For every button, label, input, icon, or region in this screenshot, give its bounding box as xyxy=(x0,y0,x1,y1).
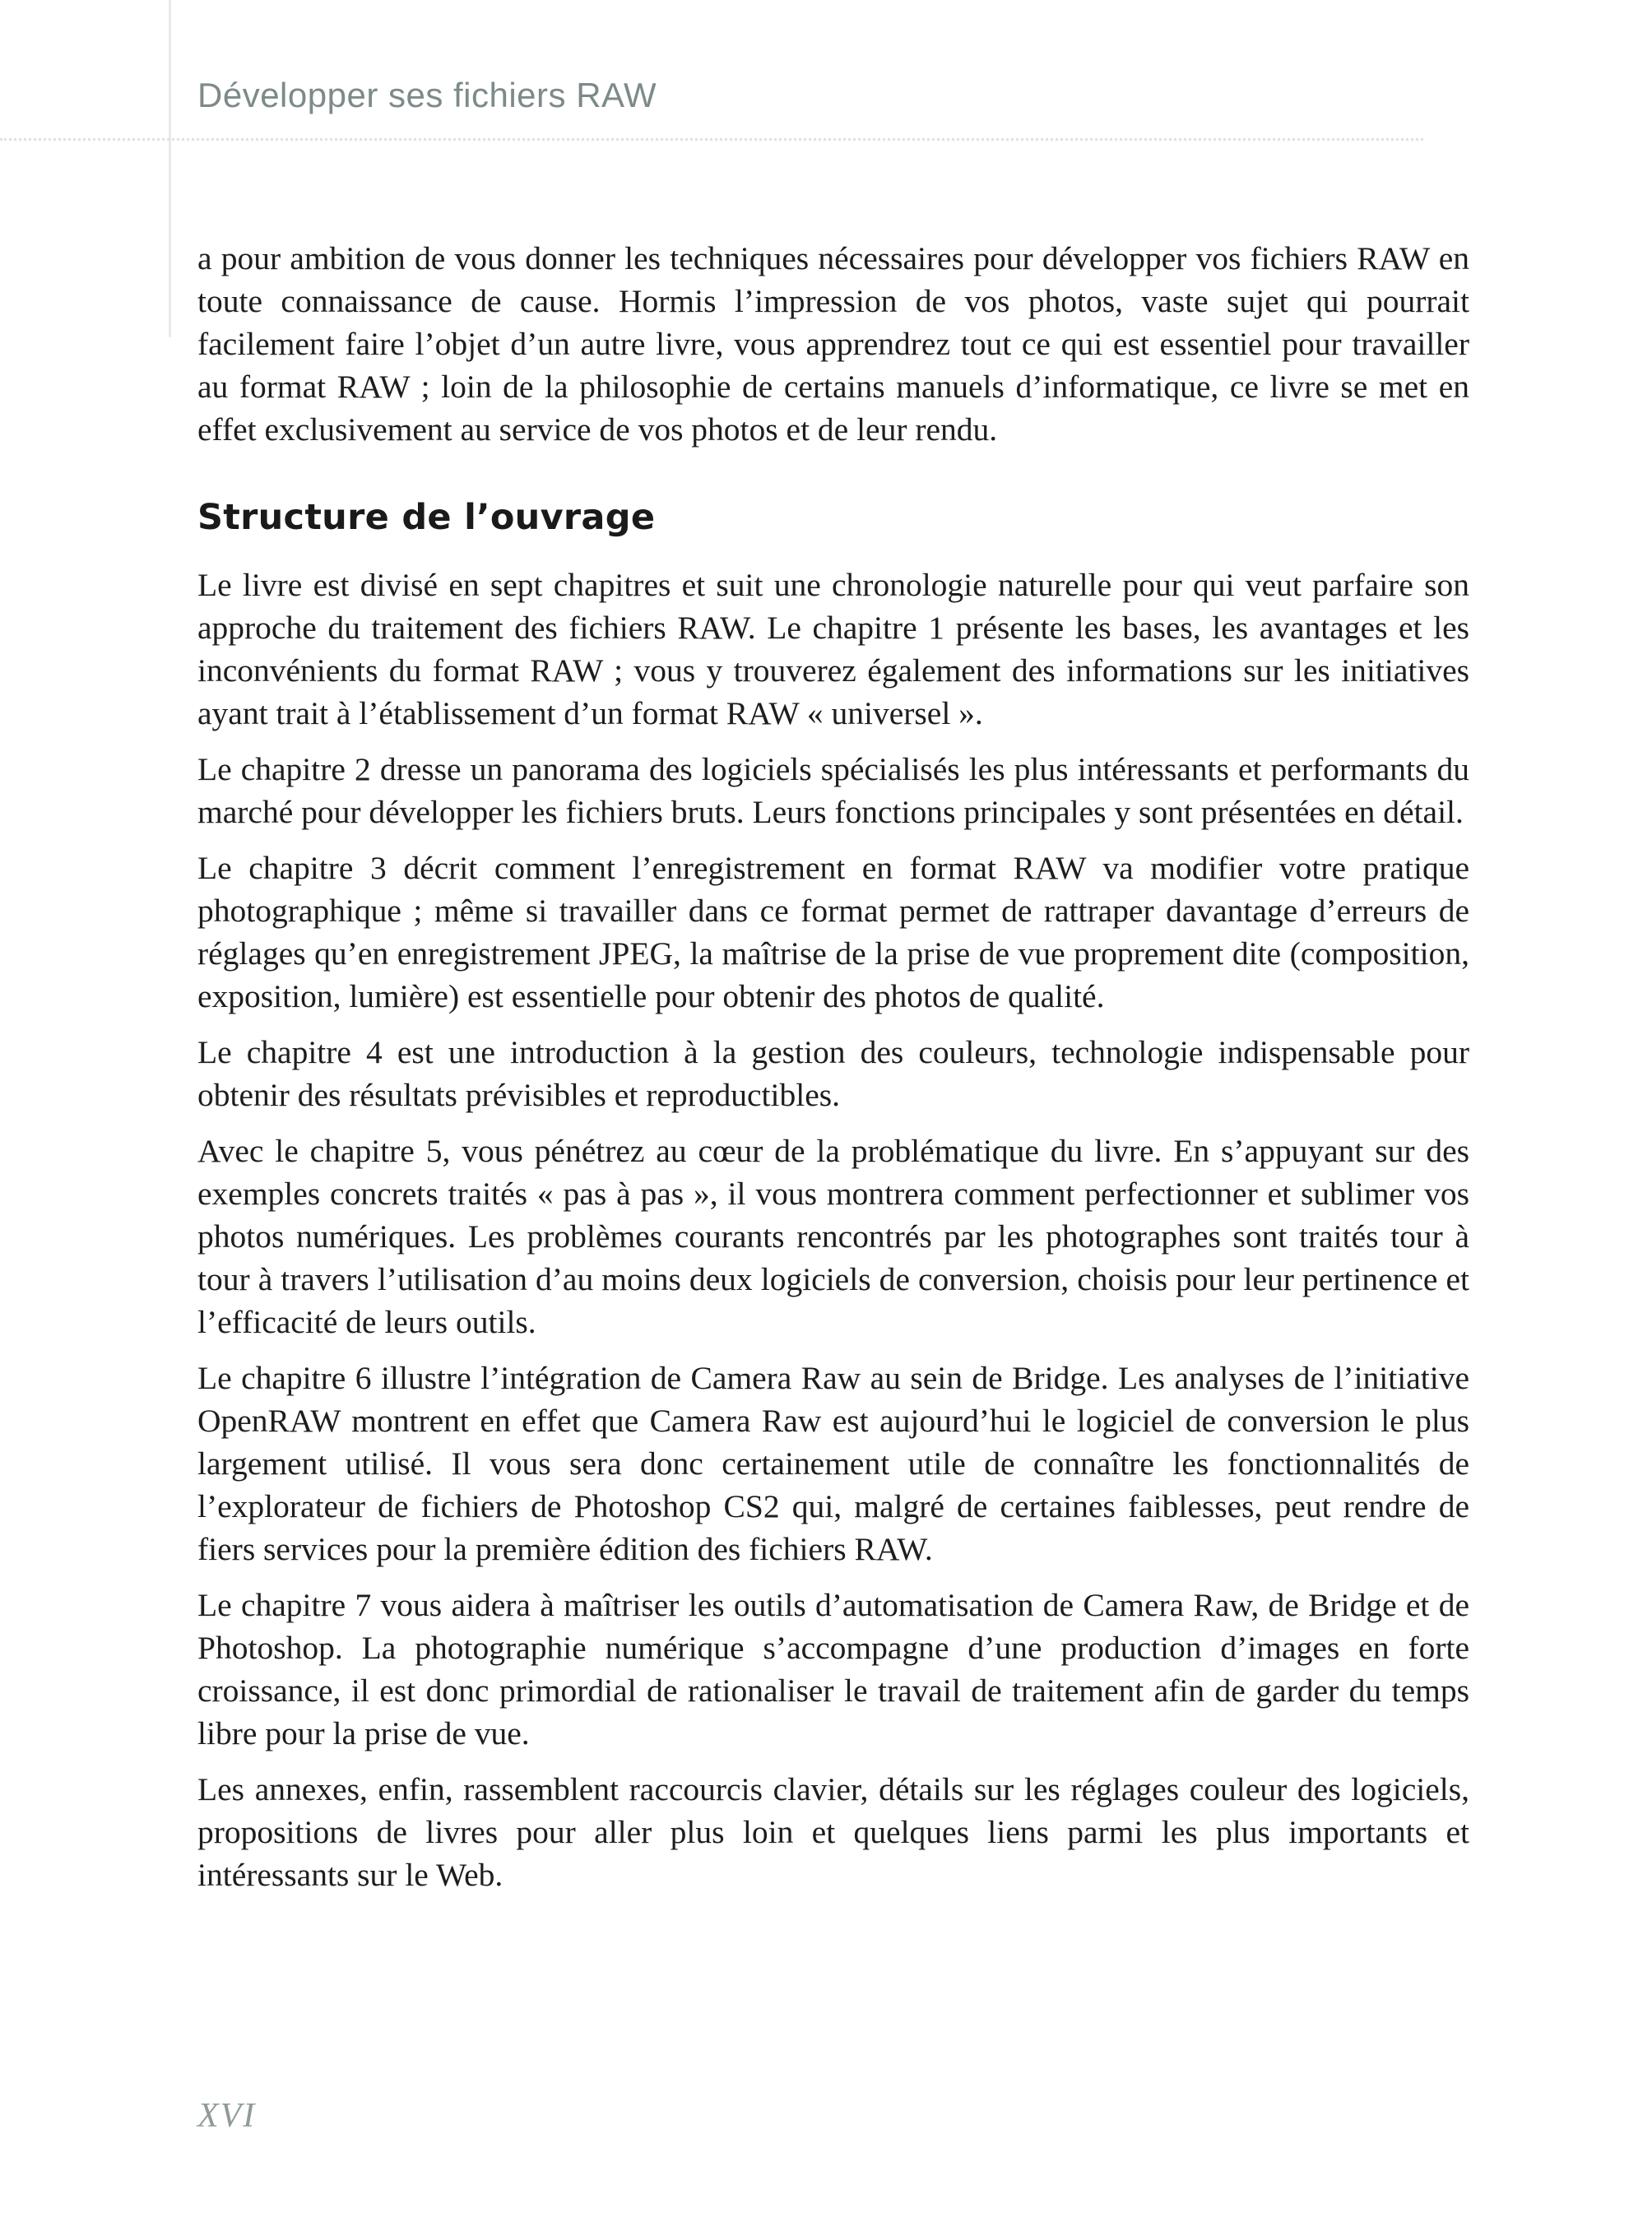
paragraph-chapter-5: Avec le chapitre 5, vous pénétrez au cœur de la problématique du livre. En s’appuyant sur des exemples concrets traités « pas à pas », il vous montrera comment perfectionner et sublimer vos photos numériques. Les problèmes courants rencontrés par les photographes sont traités tour à tour à travers l’utilisation d’au moins deux logiciels de conversion, choisis pour leur pertinence et l’efficacité de leurs outils. xyxy=(197,1133,1469,1340)
header-divider xyxy=(0,138,1423,141)
paragraph-annexes: Les annexes, enfin, rassemblent raccourcis clavier, détails sur les réglages couleur des logiciels, propositions de livres pour aller plus loin et quelques liens parmi les plus importants et intéressants sur le Web. xyxy=(197,1771,1469,1893)
paragraph-chapter-1: Le livre est divisé en sept chapitres et suit une chronologie naturelle pour qui veut parfaire son approche du traitement des fichiers RAW. Le chapitre 1 présente les bases, les avantages et les inconvénients du format RAW ; vous y trouverez également des informations sur les initiatives ayant trait à l’établissement d’un format RAW « universel ». xyxy=(197,567,1469,731)
page-number: XVI xyxy=(197,2097,257,2135)
paragraph-chapter-2: Le chapitre 2 dresse un panorama des logiciels spécialisés les plus intéressants et performants du marché pour développer les fichiers bruts. Leurs fonctions principales y sont présentées en détail. xyxy=(197,751,1469,830)
body-text xyxy=(197,237,1469,1909)
section-heading: Structure de l’ouvrage xyxy=(197,497,656,538)
paragraph-chapter-7: Le chapitre 7 vous aidera à maîtriser les outils d’automatisation de Camera Raw, de Bridge et de Photoshop. La photographie numérique s’accompagne d’une production d’images en forte croissance, il est donc primordial de rationaliser le travail de traitement afin de garder du temps libre pour la prise de vue. xyxy=(197,1587,1469,1751)
paragraph-chapter-3: Le chapitre 3 décrit comment l’enregistrement en format RAW va modifier votre pratique photographique ; même si travailler dans ce format permet de rattraper davantage d’erreurs de réglages qu’en enregistrement JPEG, la maîtrise de la prise de vue proprement dite (composition, exposition, lumière) est essentielle pour obtenir des photos de qualité. xyxy=(197,850,1469,1014)
paragraph-chapter-6: Le chapitre 6 illustre l’intégration de Camera Raw au sein de Bridge. Les analyses de l’initiative OpenRAW montrent en effet que Camera Raw est aujourd’hui le logiciel de conversion le plus largement utilisé. Il vous sera donc certainement utile de connaître les fonctionnalités de l’explorateur de fichiers de Photoshop CS2 qui, malgré de certaines faiblesses, peut rendre de fiers services pour la première édition des fichiers RAW. xyxy=(197,1360,1469,1567)
intro-paragraph: a pour ambition de vous donner les techniques nécessaires pour développer vos fichiers RAW en toute connaissance de cause. Hormis l’impression de vos photos, vaste sujet qui pourrait facilement faire l’objet d’un autre livre, vous apprendrez tout ce qui est essentiel pour travailler au format RAW ; loin de la philosophie de certains manuels d’informatique, ce livre se met en effet exclusivement au service de vos photos et de leur rendu. xyxy=(197,240,1469,448)
running-head: Développer ses fichiers RAW xyxy=(197,76,657,114)
margin-rule xyxy=(169,0,171,337)
paragraph-chapter-4: Le chapitre 4 est une introduction à la gestion des couleurs, technologie indispensable pour obtenir des résultats prévisibles et reproductibles. xyxy=(197,1034,1469,1113)
